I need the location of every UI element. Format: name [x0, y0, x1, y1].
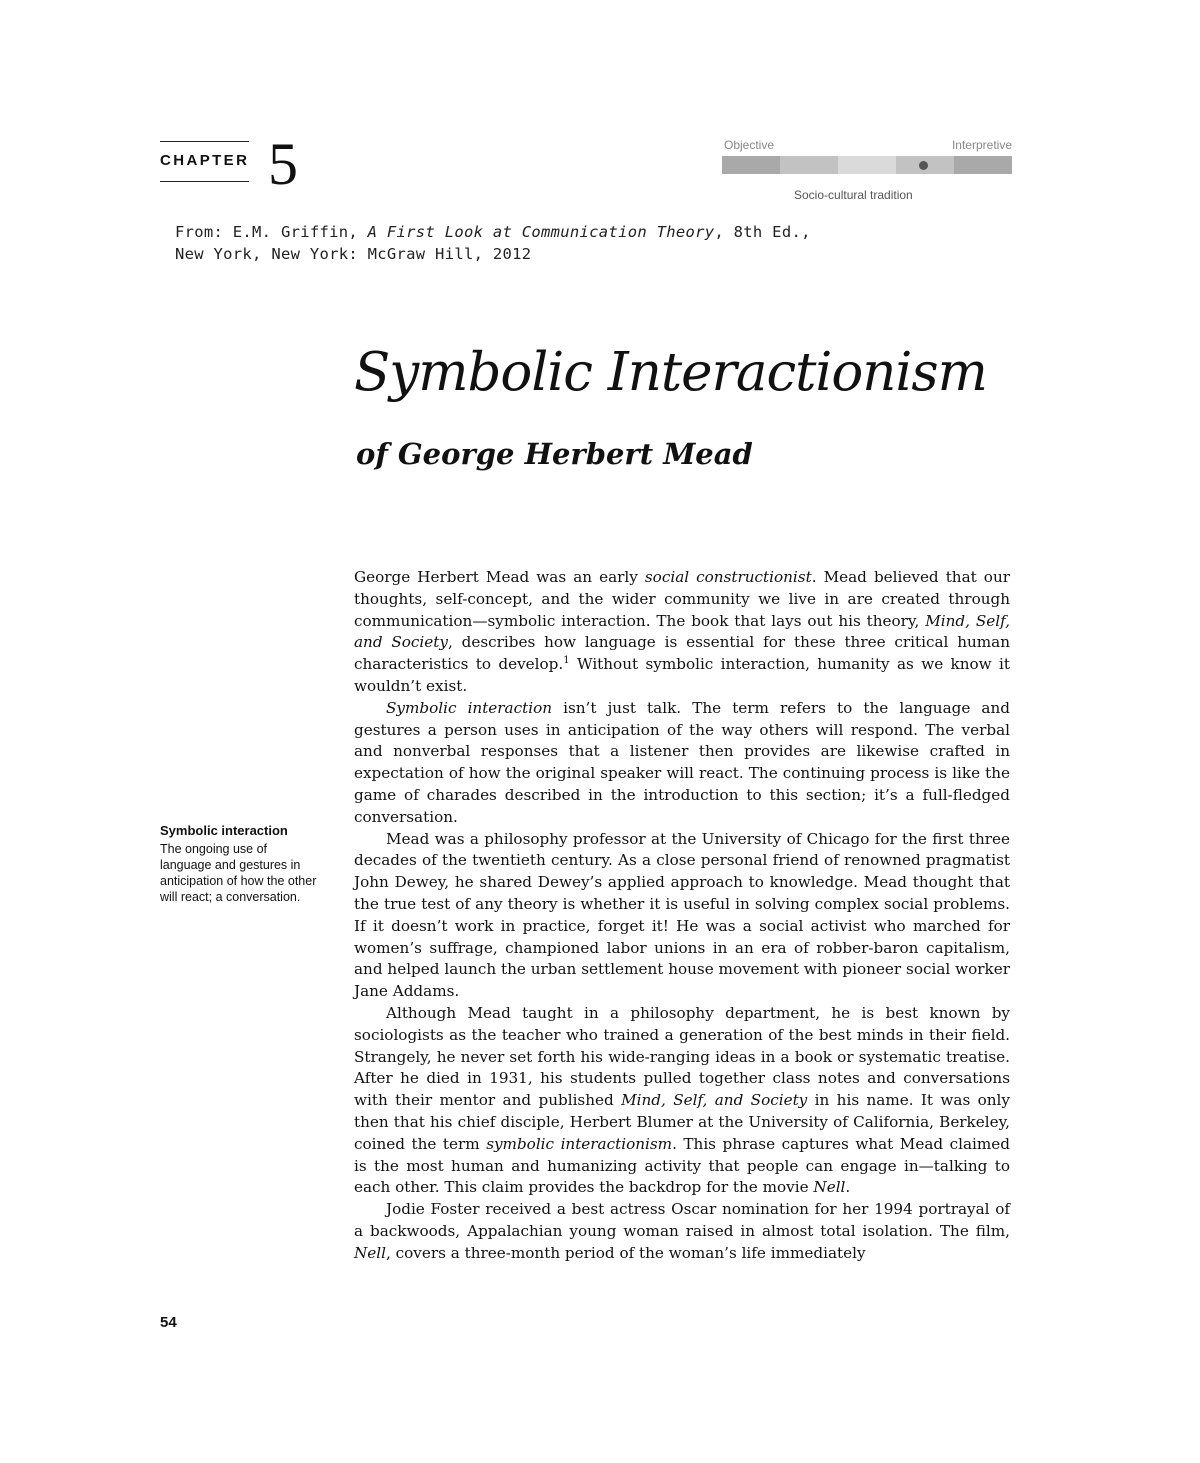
- gloss-definition: The ongoing use of language and gestures in anticipation of how the other will react; a conversation.: [160, 842, 317, 904]
- chapter-heading: [160, 131, 310, 200]
- italic-book-title: Mind, Self, and Society: [354, 611, 1010, 652]
- text-run: in his name. It was only then that his chief disciple, Herbert Blumer at the University of California, Berkeley, coined the term: [354, 1091, 1010, 1153]
- paragraph: Mead was a philosophy professor at the University of Chicago for the first three decades of the twentieth century. As a close personal friend of renowned pragmatist John Dewey, he shared Dewey’s applied approach to knowledge. Mead thought that the true test of any theory is whether it is useful in solving complex social problems. If it doesn’t work in practice, forget it! He was a social activist who marched for women’s suffrage, championed labor unions in an era of robber-baron capitalism, and helped launch the urban settlement house movement with pioneer social worker Jane Addams.: [354, 829, 1010, 1001]
- italic-film-title: Nell: [354, 1243, 386, 1262]
- paragraph: [354, 567, 1010, 698]
- chapter-rule-top: [160, 141, 249, 142]
- footnote-marker: 1: [563, 655, 570, 667]
- source-note-line-2: New York, New York: McGraw Hill, 2012: [175, 245, 532, 263]
- scale-position-marker: [919, 161, 928, 170]
- paragraph: [354, 698, 1010, 829]
- italic-book-title: Mind, Self, and Society: [621, 1091, 808, 1110]
- text-run: isn’t just talk. The term refers to the language and gestures a person uses in anticipation of the way others will respond. The verbal and nonverbal responses that a listener then provides are likewise crafted in expectation of how the original speaker will react. The continuing process is like the game of charades described in the introduction to this section; it’s a full-fledged conversation.: [354, 698, 1010, 826]
- text-run: Although Mead taught in a philosophy department, he is best known by sociologists as the teacher who trained a generation of the best minds in their field. Strangely, he never set forth his wide-ranging ideas in a book or systematic treatise. After he died in 1931, his students pulled together class notes and conversations with their mentor and published: [354, 1003, 1010, 1110]
- margin-gloss: [160, 823, 320, 905]
- tradition-scale: [722, 136, 1012, 206]
- source-note: [175, 221, 811, 265]
- page-number: 54: [160, 1314, 177, 1331]
- paragraph: [354, 1003, 1010, 1199]
- italic-term: Symbolic interaction: [386, 698, 553, 717]
- scale-right-label: Interpretive: [951, 138, 1012, 152]
- chapter-title: Symbolic Interactionism: [354, 342, 987, 403]
- text-run: Jodie Foster received a best actress Oscar nomination for her 1994 portrayal of a backwoods, Appalachian young woman raised in almost total isolation. The film,: [354, 1200, 1010, 1240]
- scale-bar: [722, 156, 1012, 174]
- italic-film-title: Nell: [813, 1178, 846, 1197]
- text-run: George Herbert Mead was an early: [354, 568, 645, 586]
- chapter-rule-bottom: [160, 181, 249, 182]
- source-note-line-1: [175, 221, 811, 243]
- chapter-subtitle: of George Herbert Mead: [356, 437, 753, 471]
- source-book-title: A First Look at Communication Theory: [367, 223, 715, 241]
- scale-segment: [954, 156, 1012, 174]
- text-run: , covers a three-month period of the woman’s life immediately: [386, 1243, 866, 1262]
- scale-caption: Socio-cultural tradition: [794, 188, 913, 202]
- text-run: .: [845, 1178, 851, 1197]
- scale-segment: [838, 156, 896, 174]
- text-run: . This phrase captures what Mead claimed is the most human and humanizing activity that people can engage in—talking to each other. This claim provides the backdrop for the movie: [354, 1134, 1011, 1197]
- italic-term: social constructionist: [644, 568, 812, 586]
- gloss-term: Symbolic interaction: [160, 823, 288, 838]
- text-run: Without symbolic interaction, humanity as we know it wouldn’t exist.: [354, 655, 1010, 695]
- scale-segment: [722, 156, 780, 174]
- text-run: , describes how language is essential for these three critical human characteristics to develop.: [354, 633, 1011, 674]
- chapter-number: 5: [268, 131, 298, 197]
- scale-segment: [780, 156, 838, 174]
- chapter-label: CHAPTER: [160, 152, 250, 169]
- scale-left-label: Objective: [724, 138, 775, 152]
- paragraph: [354, 1199, 1010, 1264]
- source-note-edition: , 8th Ed.,: [714, 223, 811, 241]
- italic-term: symbolic interactionism: [486, 1134, 673, 1153]
- text-run: . Mead believed that our thoughts, self-concept, and the wider community we live in are created through communication—symbolic interaction. The book that lays out his theory,: [354, 568, 1010, 630]
- body-text: [354, 567, 1010, 1265]
- source-note-prefix: From: E.M. Griffin,: [175, 223, 368, 241]
